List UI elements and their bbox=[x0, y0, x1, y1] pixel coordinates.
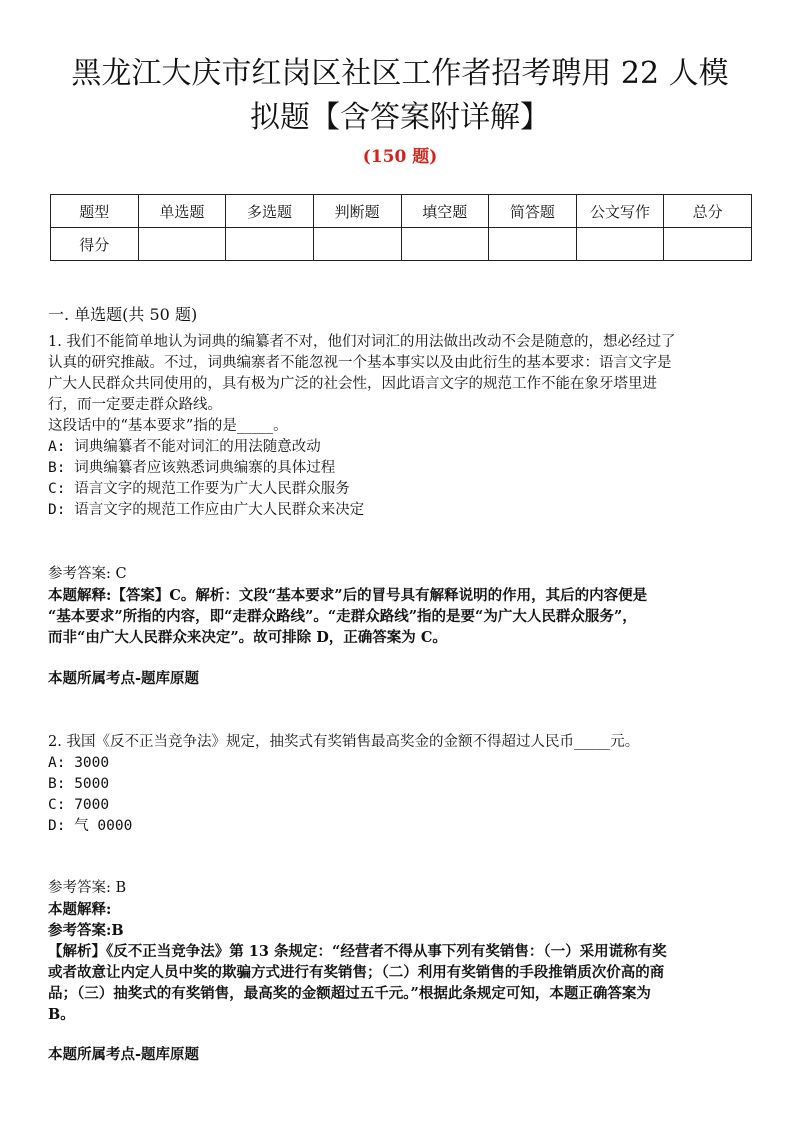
doc-title-line2: 拟题【含答案附详解】 bbox=[250, 100, 550, 135]
option-b: B: 5000 bbox=[48, 776, 110, 792]
score-header-cell: 单选题 bbox=[138, 195, 226, 228]
score-header-cell: 简答题 bbox=[489, 195, 577, 228]
answer-label: 参考答案: C bbox=[48, 566, 127, 582]
option-d: D: 气 0000 bbox=[48, 818, 133, 834]
question-2 bbox=[48, 732, 752, 837]
explanation-line: 本题解释:【答案】C。解析：文段“基本要求”后的冒号具有解释说明的作用，其后的内容便是 bbox=[48, 587, 648, 604]
score-table bbox=[50, 194, 752, 261]
question-stem-line: 广大人民群众共同使用的，具有极为广泛的社会性，因此语言文字的规范工作不能在象牙塔里进 bbox=[48, 376, 657, 392]
score-table-header-row bbox=[51, 195, 752, 228]
answer-label-2: 参考答案:B bbox=[48, 922, 124, 939]
score-header-cell: 题型 bbox=[51, 195, 139, 228]
score-cell bbox=[138, 228, 226, 261]
answer-label: 参考答案: B bbox=[48, 880, 127, 896]
question-1-source: 本题所属考点-题库原题 bbox=[48, 670, 200, 687]
question-stem-line: 认真的研究推敲。不过，词典编寨者不能忽视一个基本事实以及由此衍生的基本要求：语言文字是 bbox=[48, 355, 672, 371]
option-b: B: 词典编纂者应该熟悉词典编寨的具体过程 bbox=[48, 460, 336, 476]
question-1 bbox=[48, 332, 752, 521]
score-cell bbox=[489, 228, 577, 261]
doc-title-line1: 黑龙江大庆市红岗区社区工作者招考聘用 22 人模 bbox=[71, 56, 729, 91]
explanation-head: 本题解释: bbox=[48, 901, 112, 918]
score-header-cell: 多选题 bbox=[226, 195, 314, 228]
score-table-score-row bbox=[51, 228, 752, 261]
score-header-cell: 填空题 bbox=[401, 195, 489, 228]
doc-subtitle: (150 题) bbox=[362, 147, 438, 167]
question-stem-line: 行，而一定要走群众路线。 bbox=[48, 397, 222, 413]
question-stem-line: 2. 我国《反不正当竞争法》规定，抽奖式有奖销售最高奖金的金额不得超过人民币_____元。 bbox=[48, 734, 640, 750]
question-2-source: 本题所属考点-题库原题 bbox=[48, 1046, 200, 1063]
score-cell bbox=[226, 228, 314, 261]
question-stem-line: 这段话中的“基本要求”指的是_____。 bbox=[48, 418, 288, 434]
explanation-line: B。 bbox=[48, 1006, 75, 1023]
explanation-line: 品；（三）抽奖式的有奖销售，最高奖的金额超过五千元。”根据此条规定可知，本题正确答案为 bbox=[48, 985, 651, 1002]
score-cell bbox=[401, 228, 489, 261]
option-a: A: 3000 bbox=[48, 755, 110, 771]
section-title: 一. 单选题(共 50 题) bbox=[48, 305, 198, 324]
score-header-cell: 公文写作 bbox=[576, 195, 664, 228]
explanation-line: 或者故意让内定人员中奖的欺骗方式进行有奖销售；（二）利用有奖销售的手段推销质次价高的商 bbox=[48, 964, 665, 981]
option-a: A: 词典编纂者不能对词汇的用法随意改动 bbox=[48, 439, 321, 455]
question-stem-line: 1. 我们不能简单地认为词典的编纂者不对，他们对词汇的用法做出改动不会是随意的，想必经过了 bbox=[48, 334, 676, 350]
score-cell bbox=[664, 228, 752, 261]
option-c: C: 语言文字的规范工作要为广大人民群众服务 bbox=[48, 481, 350, 497]
explanation-line: 而非“由广大人民群众来决定”。故可排除 D，正确答案为 C。 bbox=[48, 629, 447, 646]
question-1-answer-block bbox=[48, 564, 752, 648]
explanation-line: 【解析】《反不正当竞争法》第 13 条规定：“经营者不得从事下列有奖销售：（一）采用谎称有奖 bbox=[48, 943, 667, 960]
score-header-cell: 判断题 bbox=[313, 195, 401, 228]
question-2-answer-block bbox=[48, 878, 752, 1025]
score-header-cell: 总分 bbox=[664, 195, 752, 228]
option-c: C: 7000 bbox=[48, 797, 110, 813]
score-cell bbox=[313, 228, 401, 261]
score-cell bbox=[576, 228, 664, 261]
explanation-line: “基本要求”所指的内容，即“走群众路线”。“走群众路线”指的是要“为广大人民群众服务”， bbox=[48, 608, 637, 625]
score-row-label: 得分 bbox=[51, 228, 139, 261]
option-d: D: 语言文字的规范工作应由广大人民群众来决定 bbox=[48, 502, 365, 518]
